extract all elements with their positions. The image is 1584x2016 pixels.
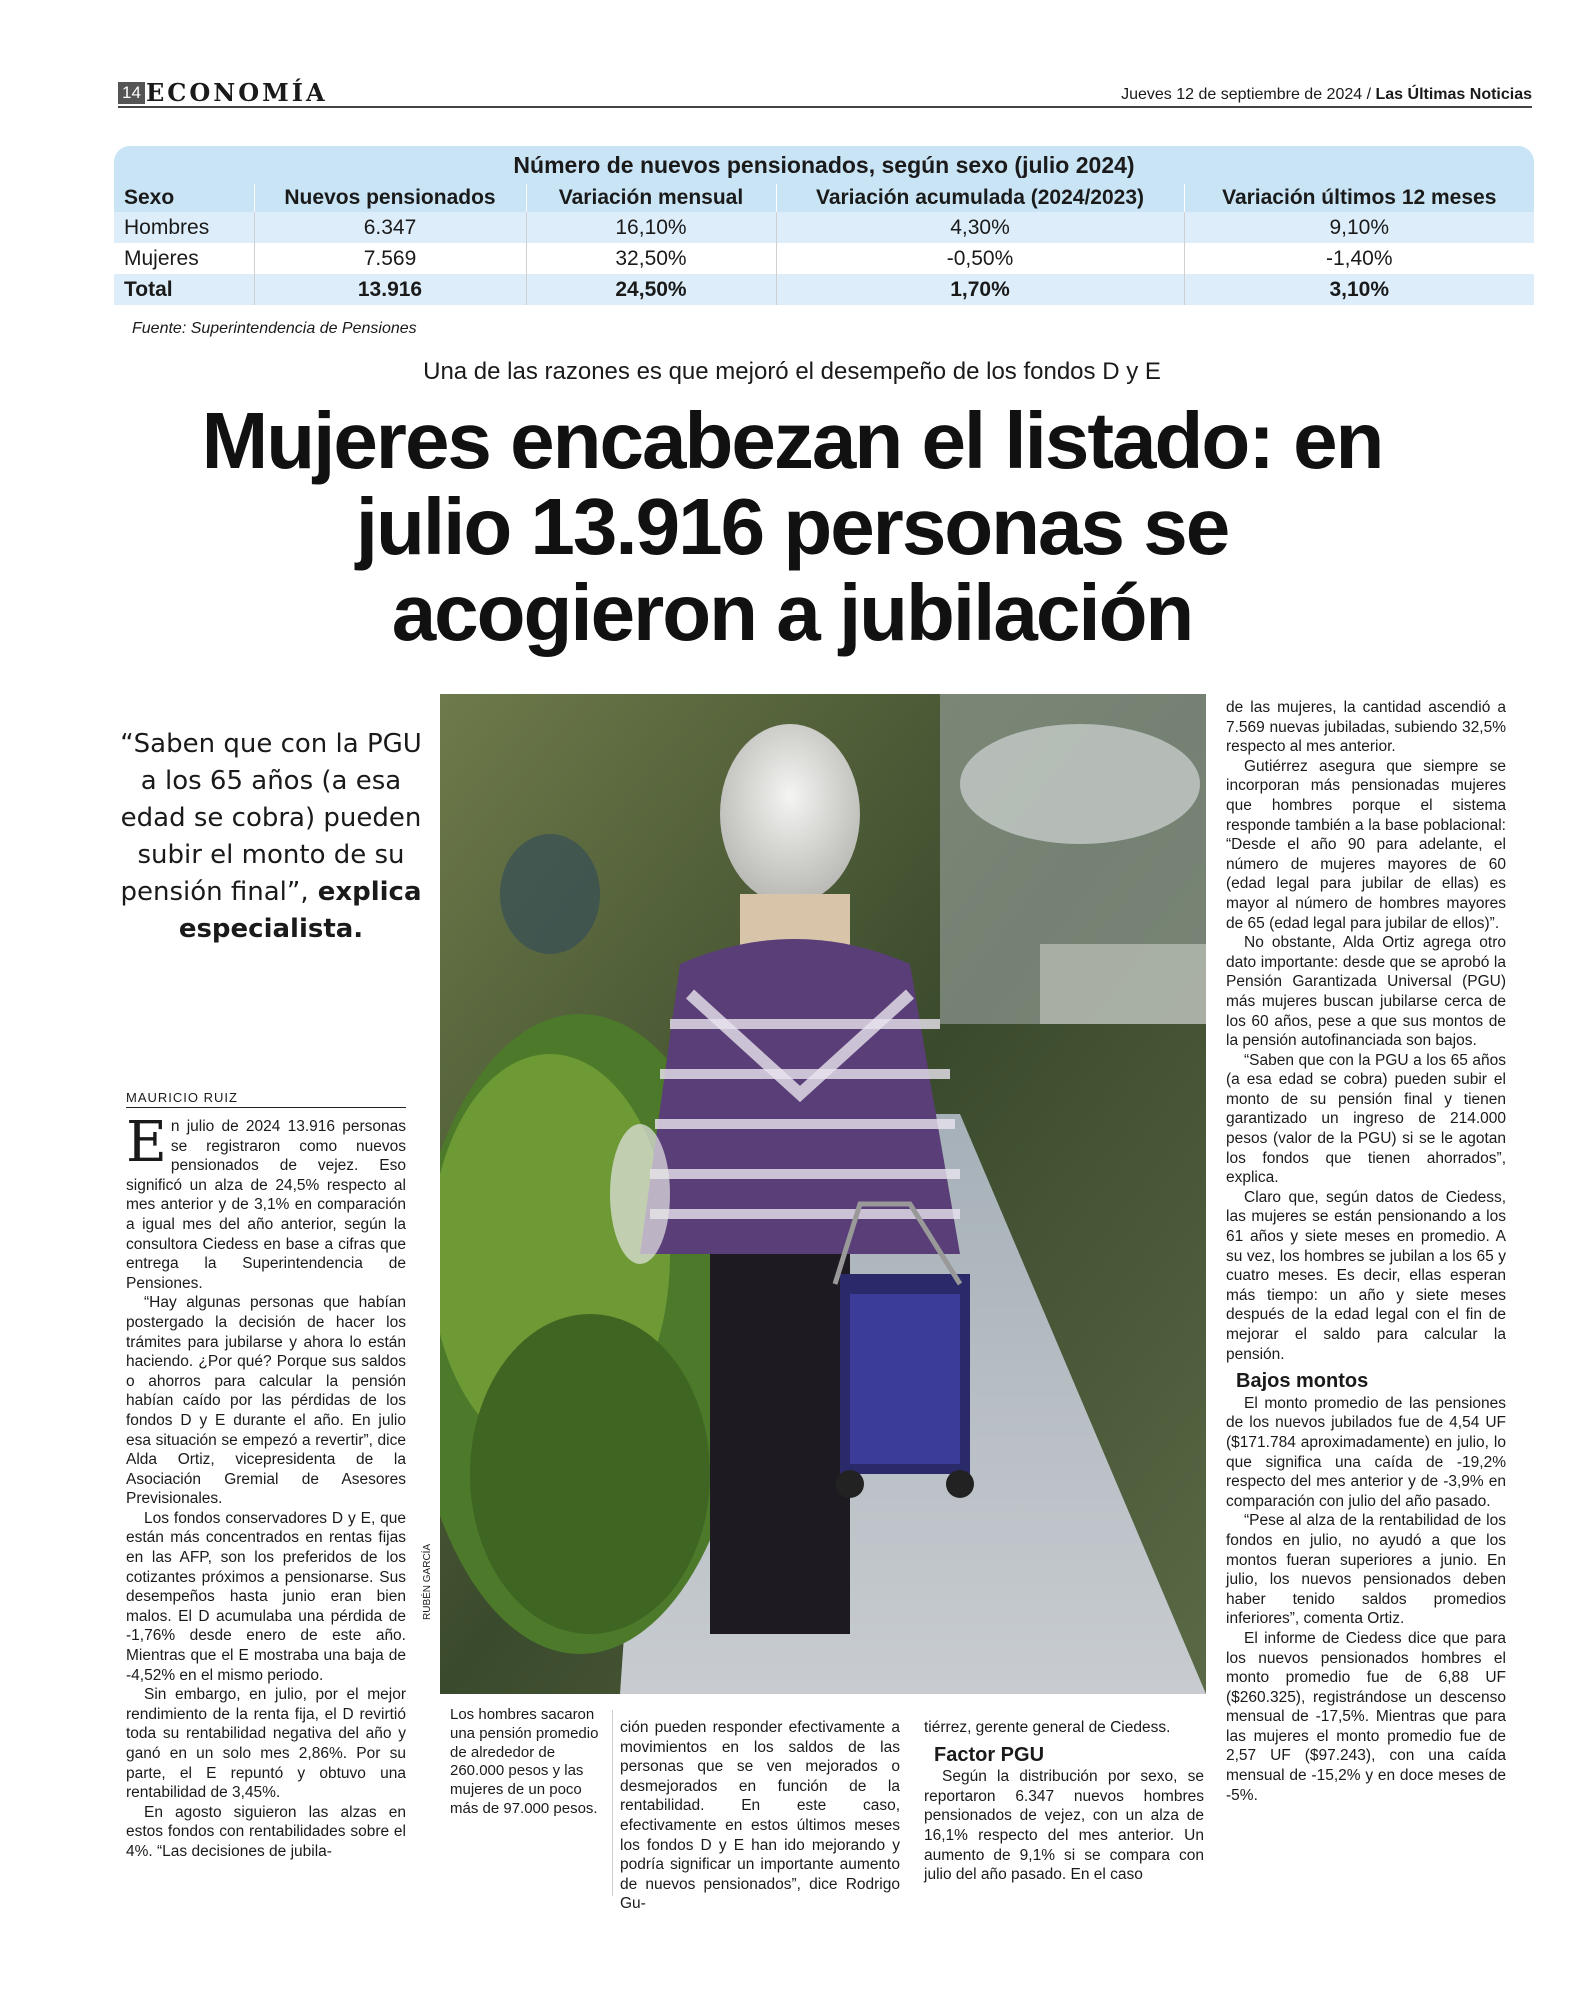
article-photo — [440, 694, 1206, 1694]
pull-quote — [112, 726, 430, 948]
table-cell: 32,50% — [526, 243, 776, 274]
table-cell: 1,70% — [776, 274, 1184, 305]
table-header-cell: Nuevos pensionados — [254, 184, 526, 212]
kicker: Una de las razones es que mejoró el desempeño de los fondos D y E — [423, 358, 1161, 385]
paragraph: El informe de Ciedess dice que para los nuevos pensionados hombres el monto promedio fue de 6,88 UF ($260.325), registrándose un descenso mensual de -17,5%. Mientras que para las mujeres el monto promedio fue de 2,57 UF ($97.243), con una caída mensual de -15,2% y en doce meses de -5%. — [1226, 1629, 1506, 1804]
photo-credit: RUBÉN GARCÍA — [422, 1543, 433, 1620]
paragraph: Gutiérrez asegura que siempre se incorporan más pensionadas mujeres que hombres porque el sistema responde también a la base poblacional: “Desde el año 90 para adelante, el número de mujeres mayores de 60 (edad legal para jubilar de ellas) es mayor al número de hombres mayores de 65 (edad legal para jubilar de ellos)”. — [1226, 757, 1506, 932]
table-cell: -1,40% — [1184, 243, 1534, 274]
paragraph: “Hay algunas personas que habían postergado la decisión de hacer los trámites para jubilarse y ahora lo están haciendo. ¿Por qué? Porque sus saldos o ahorros para calcular la pensión habían caído por las pérdidas de los fondos D y E durante el año. En julio esa situación se empezó a revertir”, dice Alda Ortiz, vicepresidenta de la Asociación Gremial de Asesores Previsionales. — [126, 1294, 406, 1508]
table-cell: 7.569 — [254, 243, 526, 274]
article-column-4 — [924, 1718, 1204, 1885]
section-title: ECONOMÍA — [146, 78, 328, 107]
table-total-row — [114, 274, 1534, 305]
byline: MAURICIO RUIZ — [126, 1090, 406, 1108]
photo-illustration — [440, 694, 1206, 1694]
paragraph: Los fondos conservadores D y E, que están más concentrados en rentas fijas en las AFP, son los preferidos de los cotizantes próximos a pensionarse. Sus desempeños hasta junio eran bien malos. El D acumulaba una pérdida de -1,76% desde enero de este año. Mientras que el E mostraba una baja de -4,52% en el mismo periodo. — [126, 1509, 406, 1684]
paragraph: En agosto siguieron las alzas en estos fondos con rentabilidades sobre el 4%. “Las decisiones de jubila- — [126, 1803, 406, 1860]
table-cell: Total — [114, 274, 254, 305]
table-header-cell: Sexo — [114, 184, 254, 212]
paragraph: No obstante, Alda Ortiz agrega otro dato importante: desde que se aprobó la Pensión Garantizada Universal (PGU) más mujeres buscan jubilarse cerca de los 60 años, pese a que sus montos de la pensión autofinanciada son bajos. — [1226, 934, 1506, 1050]
table-title: Número de nuevos pensionados, según sexo (julio 2024) — [114, 146, 1534, 184]
paragraph: de las mujeres, la cantidad ascendió a 7.569 nuevas jubiladas, subiendo 32,5% respecto al mes anterior. — [1226, 699, 1506, 756]
pull-quote-attribution: explica especialista. — [178, 877, 422, 944]
table-cell: 3,10% — [1184, 274, 1534, 305]
table-header-cell: Variación acumulada (2024/2023) — [776, 184, 1184, 212]
headline: Mujeres encabezan el listado: en julio 13.916 personas se acogieron a jubilación — [201, 396, 1383, 657]
table-grid — [114, 184, 1534, 305]
paragraph: Sin embargo, en julio, por el mejor rendimiento de la renta fija, el D revirtió toda su rentabilidad negativa del año y ganó en un solo mes 2,86%. Por su parte, el E repuntó y obtuvo una rentabilidad de 3,45%. — [126, 1686, 406, 1802]
header-separator: / — [1366, 86, 1372, 103]
issue-date: Jueves 12 de septiembre de 2024 — [1121, 86, 1363, 103]
table-cell: Mujeres — [114, 243, 254, 274]
table-cell: 24,50% — [526, 274, 776, 305]
paragraph: n julio de 2024 13.916 personas se registraron como nuevos pensionados de vejez. Eso significó un alza de 24,5% respecto al mes anterior y de 3,1% en comparación a igual mes del año anterior, según la consultora Ciedess en base a cifras que entrega la Superintendencia de Pensiones. — [126, 1118, 406, 1292]
table-header-row — [114, 184, 1534, 212]
paragraph: “Pese al alza de la rentabilidad de los fondos en julio, no ayudó a que los montos fueran superiores a junio. En julio, los nuevos pensionados deben haber tenido saldos promedios inferiores”, comenta Ortiz. — [1226, 1512, 1506, 1628]
paragraph: “Saben que con la PGU a los 65 años (a esa edad se cobra) pueden subir el monto de su pensión final y tienen garantizado un ingreso de 214.000 pesos (valor de la PGU) si se le agotan los fondos que tienen ahorrados”, explica. — [1226, 1051, 1506, 1187]
paragraph: Claro que, según datos de Ciedess, las mujeres se están pensionando a los 61 años y siete meses en promedio. A su vez, los hombres se jubilan a los 65 y cuatro meses. Es decir, ellas esperan más tiempo: un año y siete meses después de la edad legal con el fin de mejorar el saldo para calcular la pensión. — [1226, 1188, 1506, 1363]
paragraph: Según la distribución por sexo, se reportaron 6.347 nuevos hombres pensionados de vejez, con un alza de 16,1% respecto del mes anterior. Un aumento de 9,1% si se compara con julio del año pasado. En el caso — [924, 1768, 1204, 1884]
header-dateline — [1121, 86, 1532, 104]
table-cell: Hombres — [114, 212, 254, 243]
table-cell: 16,10% — [526, 212, 776, 243]
table-header-cell: Variación últimos 12 meses — [1184, 184, 1534, 212]
subheading: Factor PGU — [934, 1743, 1045, 1766]
paragraph: ción pueden responder efectivamente a movimientos en los saldos de las personas que se ven mejorados o desmejorados en función de la rentabilidad. En este caso, efectivamente en estos últimos meses los fondos D y E han ido mejorando y podría significar un importante aumento de nuevos pensionados”, dice Rodrigo Gu- — [620, 1719, 900, 1913]
table-cell: 4,30% — [776, 212, 1184, 243]
subheading: Bajos montos — [1236, 1370, 1369, 1393]
article-column-1 — [126, 1110, 406, 1862]
page-number: 14 — [118, 82, 145, 104]
column-divider — [612, 1710, 613, 1896]
table-cell: 9,10% — [1184, 212, 1534, 243]
article-column-5 — [1226, 698, 1506, 1805]
table-cell: -0,50% — [776, 243, 1184, 274]
publication-name: Las Últimas Noticias — [1375, 86, 1532, 103]
drop-cap: E — [126, 1110, 167, 1175]
table-cell: 6.347 — [254, 212, 526, 243]
table-cell: 13.916 — [254, 274, 526, 305]
paragraph: El monto promedio de las pensiones de los nuevos jubilados fue de 4,54 UF ($171.784 aproximadamente) en julio, lo que significa una caída de -19,2% respecto del mes anterior y de -3,9% en comparación con julio del año pasado. — [1226, 1394, 1506, 1510]
article-column-3 — [620, 1718, 900, 1914]
paragraph: tiérrez, gerente general de Ciedess. — [924, 1719, 1171, 1736]
pensioners-table — [114, 146, 1534, 308]
table-header-cell: Variación mensual — [526, 184, 776, 212]
table-row — [114, 243, 1534, 274]
pull-quote-text: “Saben que con la PGU a los 65 años (a esa edad se cobra) pueden subir el monto de su pensión final”, — [120, 729, 422, 907]
table-row — [114, 212, 1534, 243]
photo-caption: Los hombres sacaron una pensión promedio de alrededor de 260.000 pesos y las mujeres de un poco más de 97.000 pesos. — [450, 1706, 599, 1817]
table-source: Fuente: Superintendencia de Pensiones — [132, 320, 417, 337]
header-rule — [118, 106, 1532, 108]
